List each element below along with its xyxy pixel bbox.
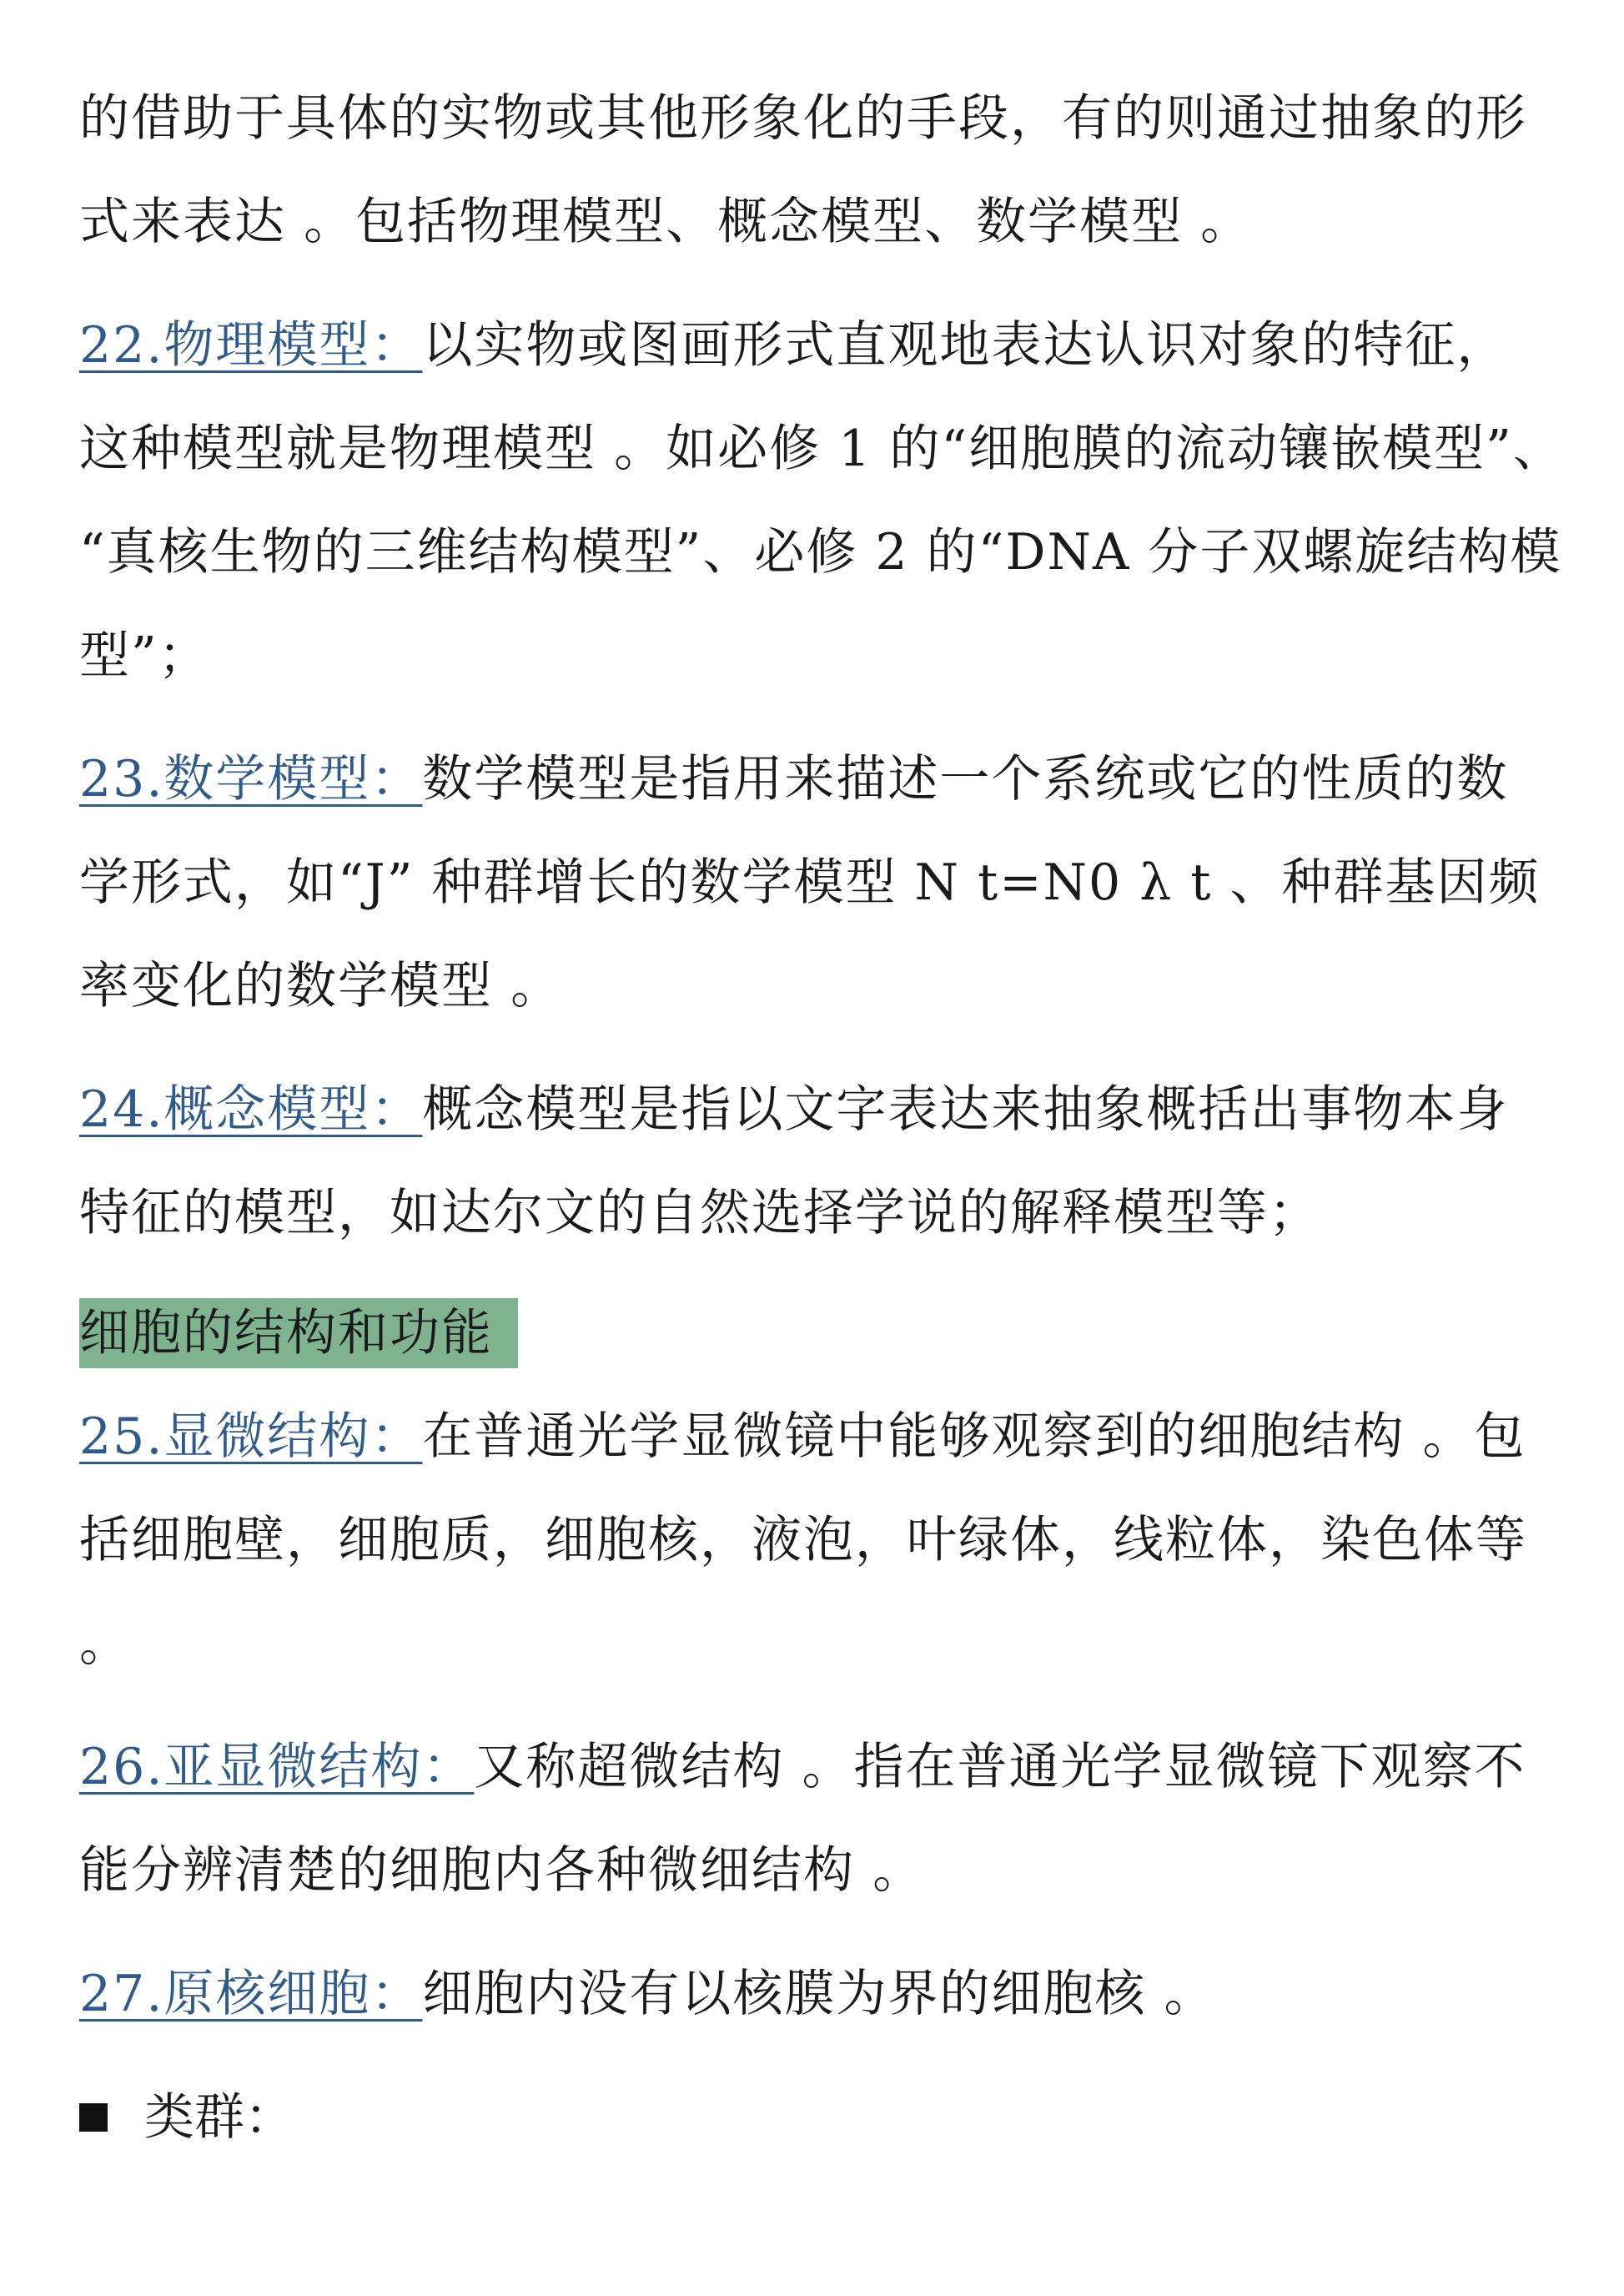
term-submicroscopic-structure[interactable]: 26.亚显微结构： [79,1738,475,1796]
definition-line: 括细胞壁，细胞质，细胞核，液泡，叶绿体，线粒体，染色体等 。 [79,1511,1527,1673]
definition-line: 率变化的数学模型 。 [79,957,563,1015]
section-heading: 细胞的结构和功能 [79,1298,518,1368]
term-prokaryotic-cell[interactable]: 27.原核细胞： [79,1965,423,2023]
definition-concept-model [79,1058,1581,1265]
definition-physical-model [79,294,1581,707]
definition-line: 细胞内没有以核膜为界的细胞核 。 [422,1965,1216,2023]
bullet-item [79,2066,1581,2169]
term-concept-model[interactable]: 24.概念模型： [79,1080,423,1139]
term-physical-model[interactable]: 22.物理模型： [79,316,423,375]
definition-math-model [79,728,1581,1038]
definition-line: 以实物或图画形式直观地表达认识对象的特征， [422,316,1509,375]
term-math-model[interactable]: 23.数学模型： [79,750,423,808]
definition-line: 在普通光学显微镜中能够观察到的细胞结构 。包 [422,1407,1526,1466]
definition-line: 型”； [79,627,210,685]
definition-line: 数学模型是指用来描述一个系统或它的性质的数 [422,750,1509,808]
definition-prokaryotic-cell [79,1942,1581,2046]
intro-paragraph [79,67,1581,274]
definition-line: 学形式，如“J” 种群增长的数学模型 N t=N0 λ t 、种群基因频 [79,853,1541,912]
definition-line: 能分辨清楚的细胞内各种微细结构 。 [79,1841,925,1900]
bullet-text: 类群： [144,2088,294,2147]
black-square-icon [79,2103,108,2132]
definition-submicroscopic-structure [79,1715,1581,1922]
definition-line: 概念模型是指以文字表达来抽象概括出事物本身 [422,1080,1509,1139]
definition-line: 又称超微结构 。指在普通光学显微镜下观察不 [474,1738,1526,1796]
term-microscopic-structure[interactable]: 25.显微结构： [79,1407,423,1466]
definition-line: 特征的模型，如达尔文的自然选择学说的解释模型等； [79,1184,1320,1242]
definition-line: “真核生物的三维结构模型”、必修 2 的“DNA 分子双螺旋结构模 [79,523,1562,582]
document-page [79,0,1581,2169]
definition-line: 这种模型就是物理模型 。如必修 1 的“细胞膜的流动镶嵌模型”、 [79,420,1565,478]
intro-line-2: 式来表达 。包括物理模型、概念模型、数学模型 。 [79,193,1253,251]
intro-line-1: 的借助于具体的实物或其他形象化的手段，有的则通过抽象的形 [79,89,1527,148]
definition-microscopic-structure [79,1385,1581,1695]
